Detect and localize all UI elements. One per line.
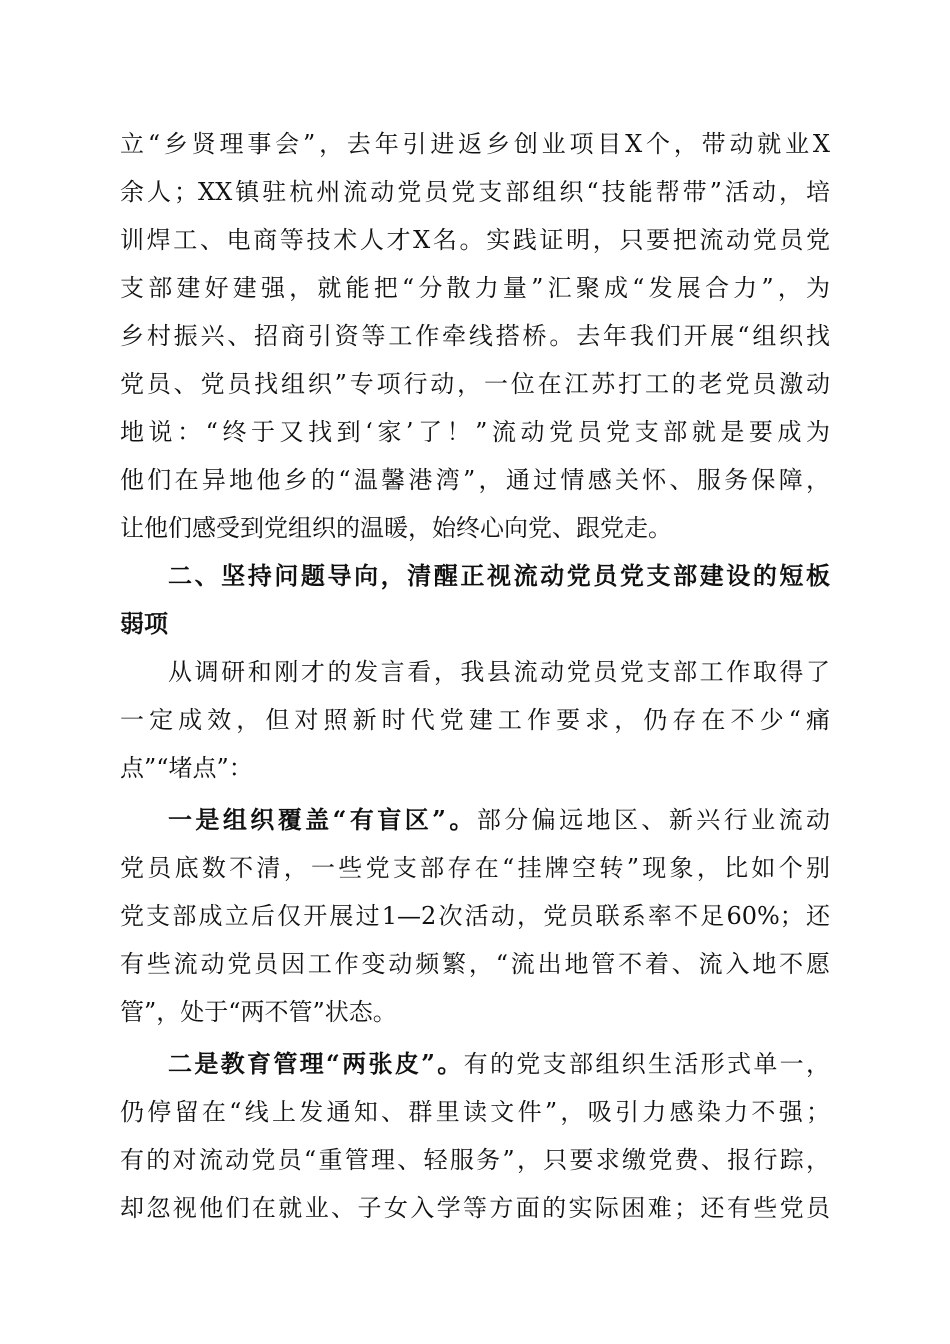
text-line: 管”，处于“两不管”状态。 <box>120 998 397 1026</box>
point-text: 部分偏远地区、新兴行业流动 <box>476 806 830 834</box>
text-line: 点”“堵点”： <box>120 754 253 782</box>
document-page <box>120 120 830 1232</box>
text-line: 乡村振兴、招商引资等工作牵线搭桥。去年我们开展“组织找 <box>120 322 830 350</box>
text-line: 一定成效，但对照新时代党建工作要求，仍存在不少“痛 <box>120 706 830 734</box>
text-line: 支部建好建强，就能把“分散力量”汇聚成“发展合力”，为 <box>120 274 830 302</box>
text-line: 党员底数不清，一些党支部存在“挂牌空转”现象，比如个别 <box>120 854 830 882</box>
text-line: 党支部成立后仅开展过1—2次活动，党员联系率不足60%；还 <box>120 902 830 930</box>
paragraph-1 <box>120 120 830 552</box>
heading-line: 弱项 <box>120 610 168 638</box>
text-line <box>120 1040 830 1088</box>
paragraph-2 <box>120 648 830 792</box>
text-line: 从调研和刚才的发言看，我县流动党员党支部工作取得了 <box>168 658 830 686</box>
text-line: 有的对流动党员“重管理、轻服务”，只要求缴党费、报行踪， <box>120 1146 830 1174</box>
text-line: 仍停留在“线上发通知、群里读文件”，吸引力感染力不强； <box>120 1098 830 1126</box>
paragraph-4 <box>120 1040 830 1232</box>
text-line: 党员、党员找组织”专项行动，一位在江苏打工的老党员激动 <box>120 370 830 398</box>
text-line: 他们在异地他乡的“温馨港湾”，通过情感关怀、服务保障， <box>120 466 830 494</box>
text-line <box>120 796 830 844</box>
paragraph-3 <box>120 796 830 1036</box>
point-lead: 二是教育管理“两张皮”。 <box>168 1049 464 1078</box>
text-line: 地说：“终于又找到‘家’了！”流动党员党支部就是要成为 <box>120 418 830 446</box>
point-text: 有的党支部组织生活形式单一， <box>463 1050 830 1078</box>
text-line: 训焊工、电商等技术人才X名。实践证明，只要把流动党员党 <box>120 226 830 254</box>
text-line: 有些流动党员因工作变动频繁，“流出地管不着、流入地不愿 <box>120 950 830 978</box>
text-line: 让他们感受到党组织的温暖，始终心向党、跟党走。 <box>120 514 672 542</box>
text-line: 余人；XX镇驻杭州流动党员党支部组织“技能帮带”活动，培 <box>120 178 830 206</box>
section-heading-2 <box>120 552 830 648</box>
text-line: 却忽视他们在就业、子女入学等方面的实际困难；还有些党员 <box>120 1194 830 1222</box>
heading-line: 二、坚持问题导向，清醒正视流动党员党支部建设的短板 <box>168 562 830 590</box>
text-line: 立“乡贤理事会”，去年引进返乡创业项目X个，带动就业X <box>120 130 830 158</box>
point-lead: 一是组织覆盖“有盲区”。 <box>168 805 477 834</box>
